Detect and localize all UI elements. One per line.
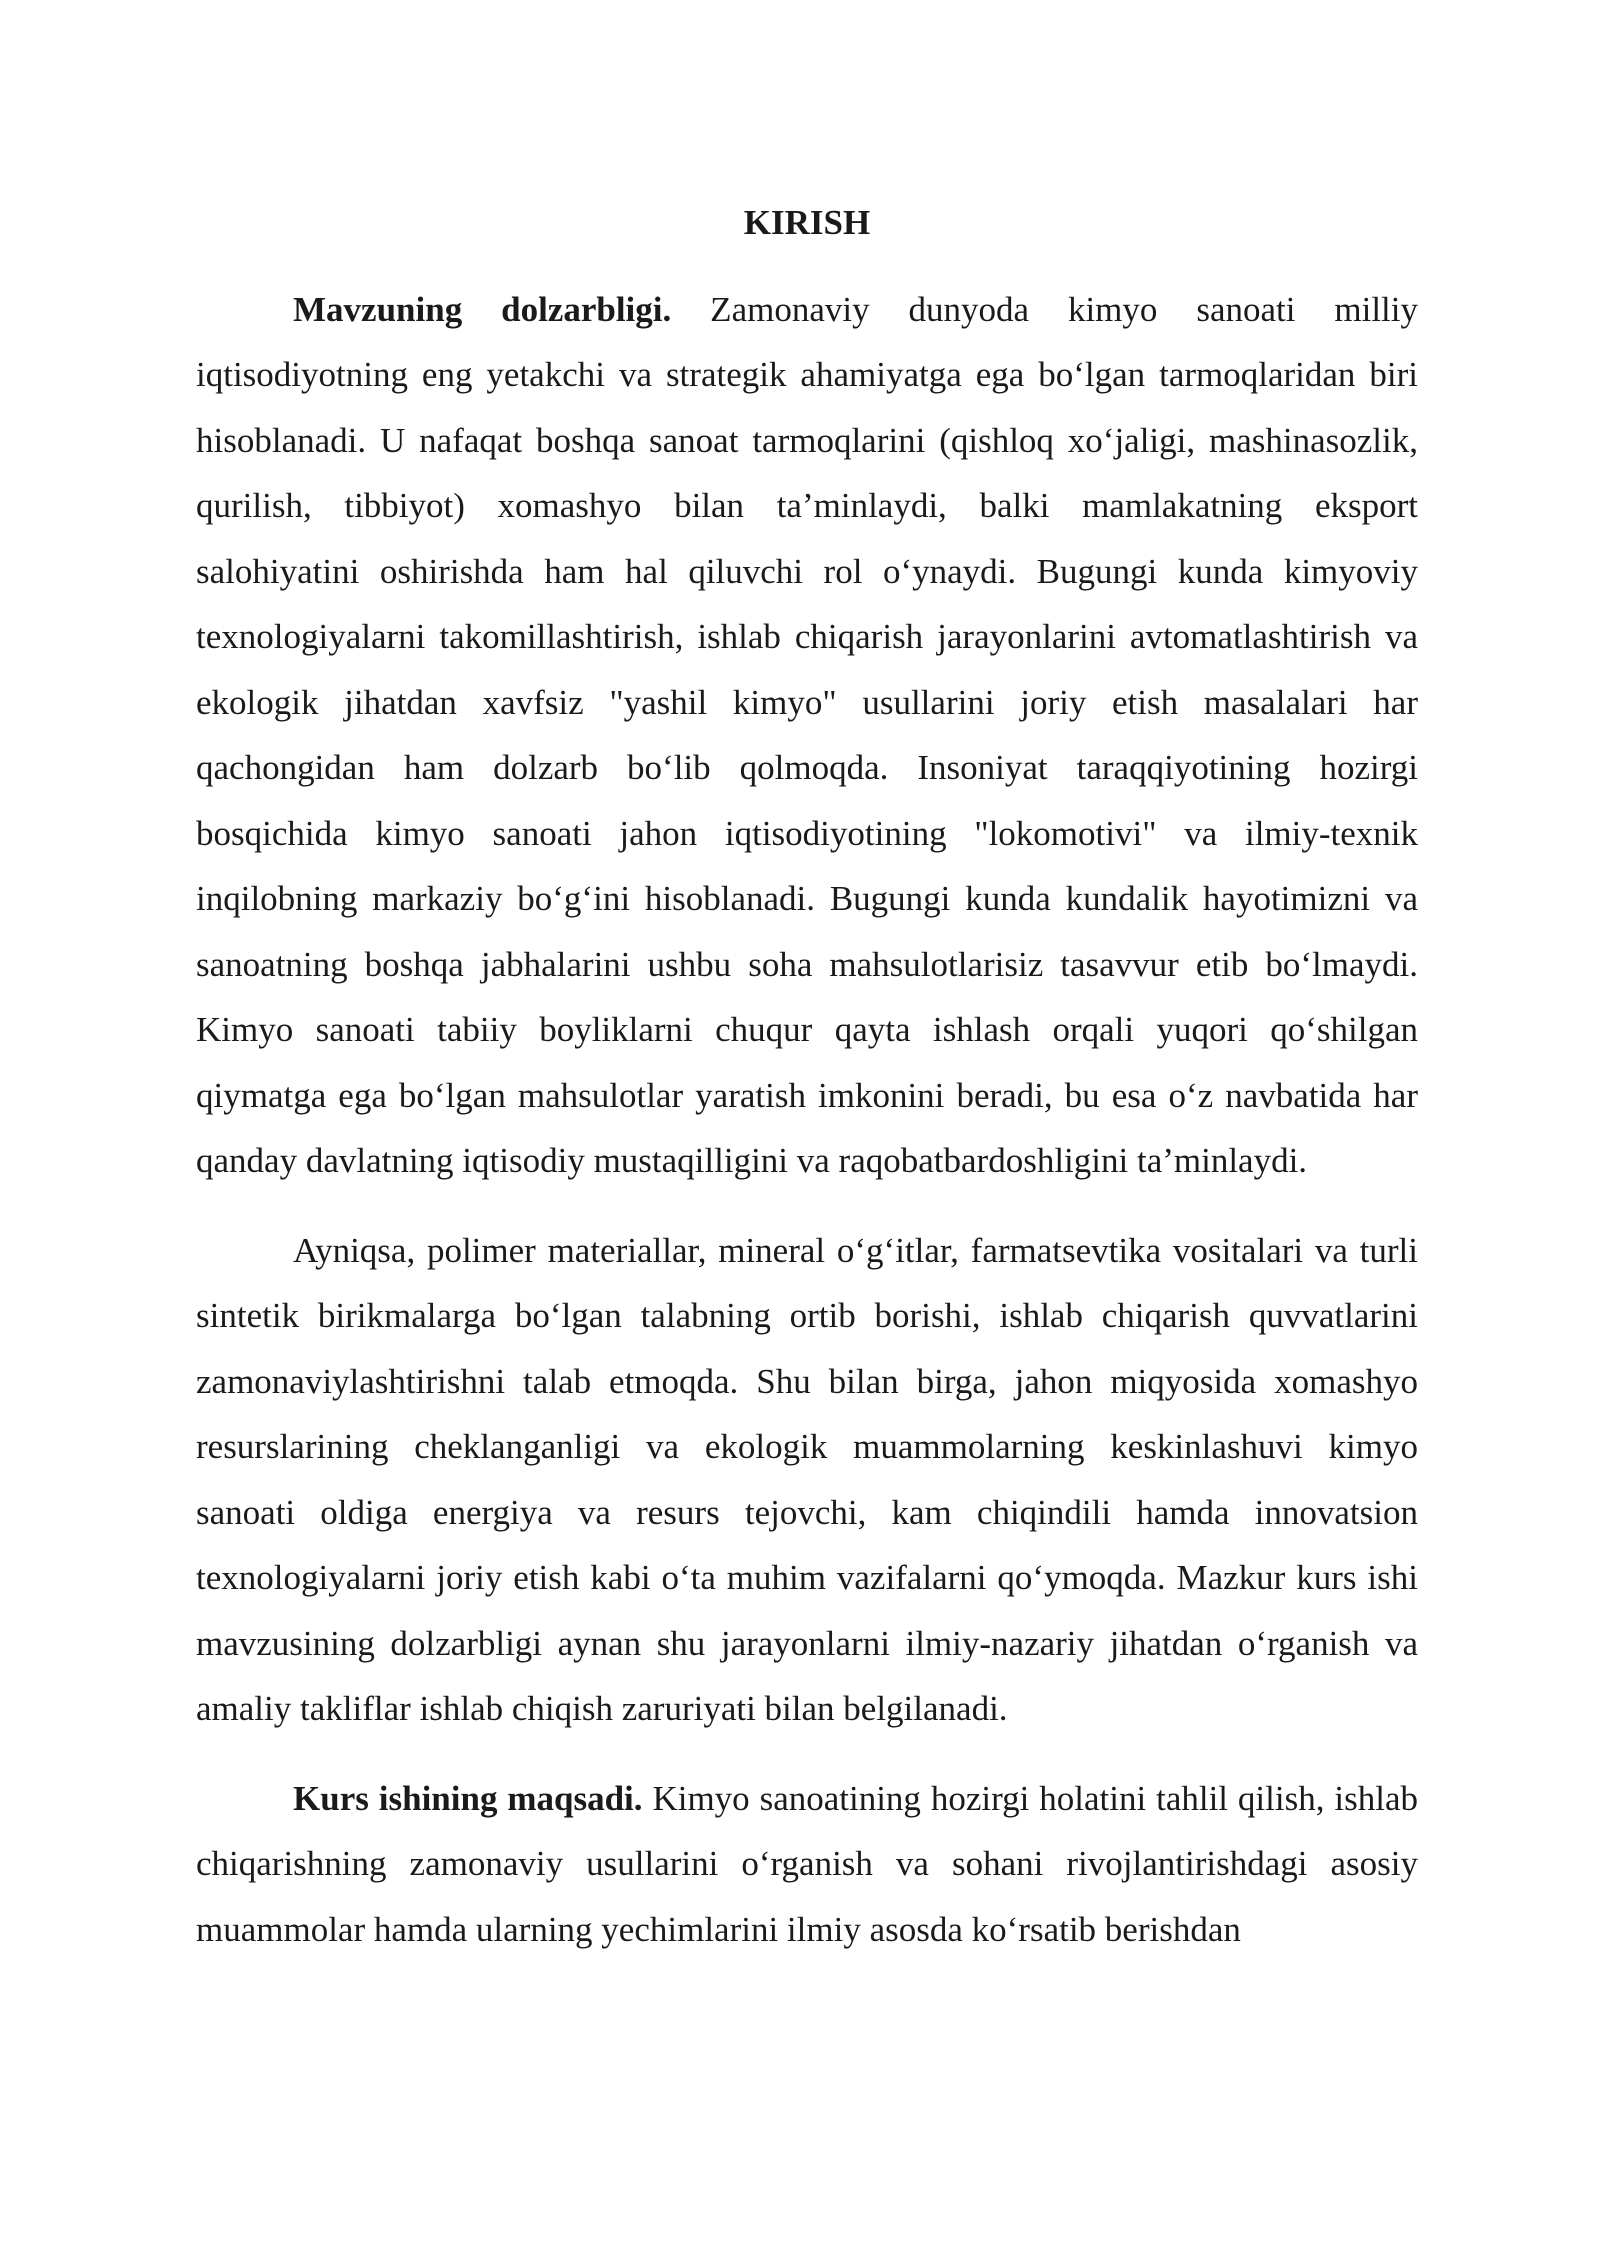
document-page xyxy=(196,190,1418,1986)
paragraph-text: Zamonaviy dunyoda kimyo sanoati milliy iqtisodiyotning eng yetakchi va strategik ahamiyatga ega bo‘lgan tarmoqlaridan biri hisoblanadi. U nafaqat boshqa sanoat tarmoqlarini (qishloq xo‘jaligi, mashinasozlik, qurilish, tibbiyot) xomashyo bilan ta’minlaydi, balki mamlakatning eksport salohiyatini oshirishda ham hal qiluvchi rol o‘ynaydi. Bugungi kunda kimyoviy texnologiyalarni takomillashtirish, ishlab chiqarish jarayonlarini avtomatlashtirish va ekologik jihatdan xavfsiz "yashil kimyo" usullarini joriy etish masalalari har qachongidan ham dolzarb bo‘lib qolmoqda. Insoniyat taraqqiyotining hozirgi bosqichida kimyo sanoati jahon iqtisodiyotining "lokomotivi" va ilmiy-texnik inqilobning markaziy bo‘g‘ini hisoblanadi. Bugungi kunda kundalik hayotimizni va sanoatning boshqa jabhalarini ushbu soha mahsulotlarisiz tasavvur etib bo‘lmaydi. Kimyo sanoati tabiiy boyliklarni chuqur qayta ishlash orqali yuqori qo‘shilgan qiymatga ega bo‘lgan mahsulotlar yaratish imkonini beradi, bu esa o‘z navbatida har qanday davlatning iqtisodiy mustaqilligini va raqobatbardoshligini ta’minlaydi. xyxy=(196,289,1419,1180)
paragraph-context xyxy=(196,1218,1418,1742)
paragraph-goal xyxy=(196,1766,1418,1963)
page-title: KIRISH xyxy=(743,203,871,242)
paragraph-text: Kimyo sanoatining hozirgi holatini tahlil qilish, ishlab chiqarishning zamonaviy usullarini o‘rganish va sohani rivojlantirishdagi asosiy muammolar hamda ularning yechimlarini ilmiy asosda ko‘rsatib berishdan xyxy=(196,1778,1418,1949)
paragraph-heading-goal: Kurs ishining maqsadi. xyxy=(293,1778,643,1818)
paragraph-text: Ayniqsa, polimer materiallar, mineral o‘g‘itlar, farmatsevtika vositalari va turli sintetik birikmalarga bo‘lgan talabning ortib borishi, ishlab chiqarish quvvatlarini zamonaviylashtirishni talab etmoqda. Shu bilan birga, jahon miqyosida xomashyo resurslarining cheklanganligi va ekologik muammolarning keskinlashuvi kimyo sanoati oldiga energiya va resurs tejovchi, kam chiqindili hamda innovatsion texnologiyalarni joriy etish kabi o‘ta muhim vazifalarni qo‘ymoqda. Mazkur kurs ishi mavzusining dolzarbligi aynan shu jarayonlarni ilmiy-nazariy jihatdan o‘rganish va amaliy takliflar ishlab chiqish zaruriyati bilan belgilanadi. xyxy=(196,1230,1418,1728)
paragraph-relevance xyxy=(196,277,1418,1194)
paragraph-heading-relevance: Mavzuning dolzarbligi. xyxy=(293,289,672,329)
